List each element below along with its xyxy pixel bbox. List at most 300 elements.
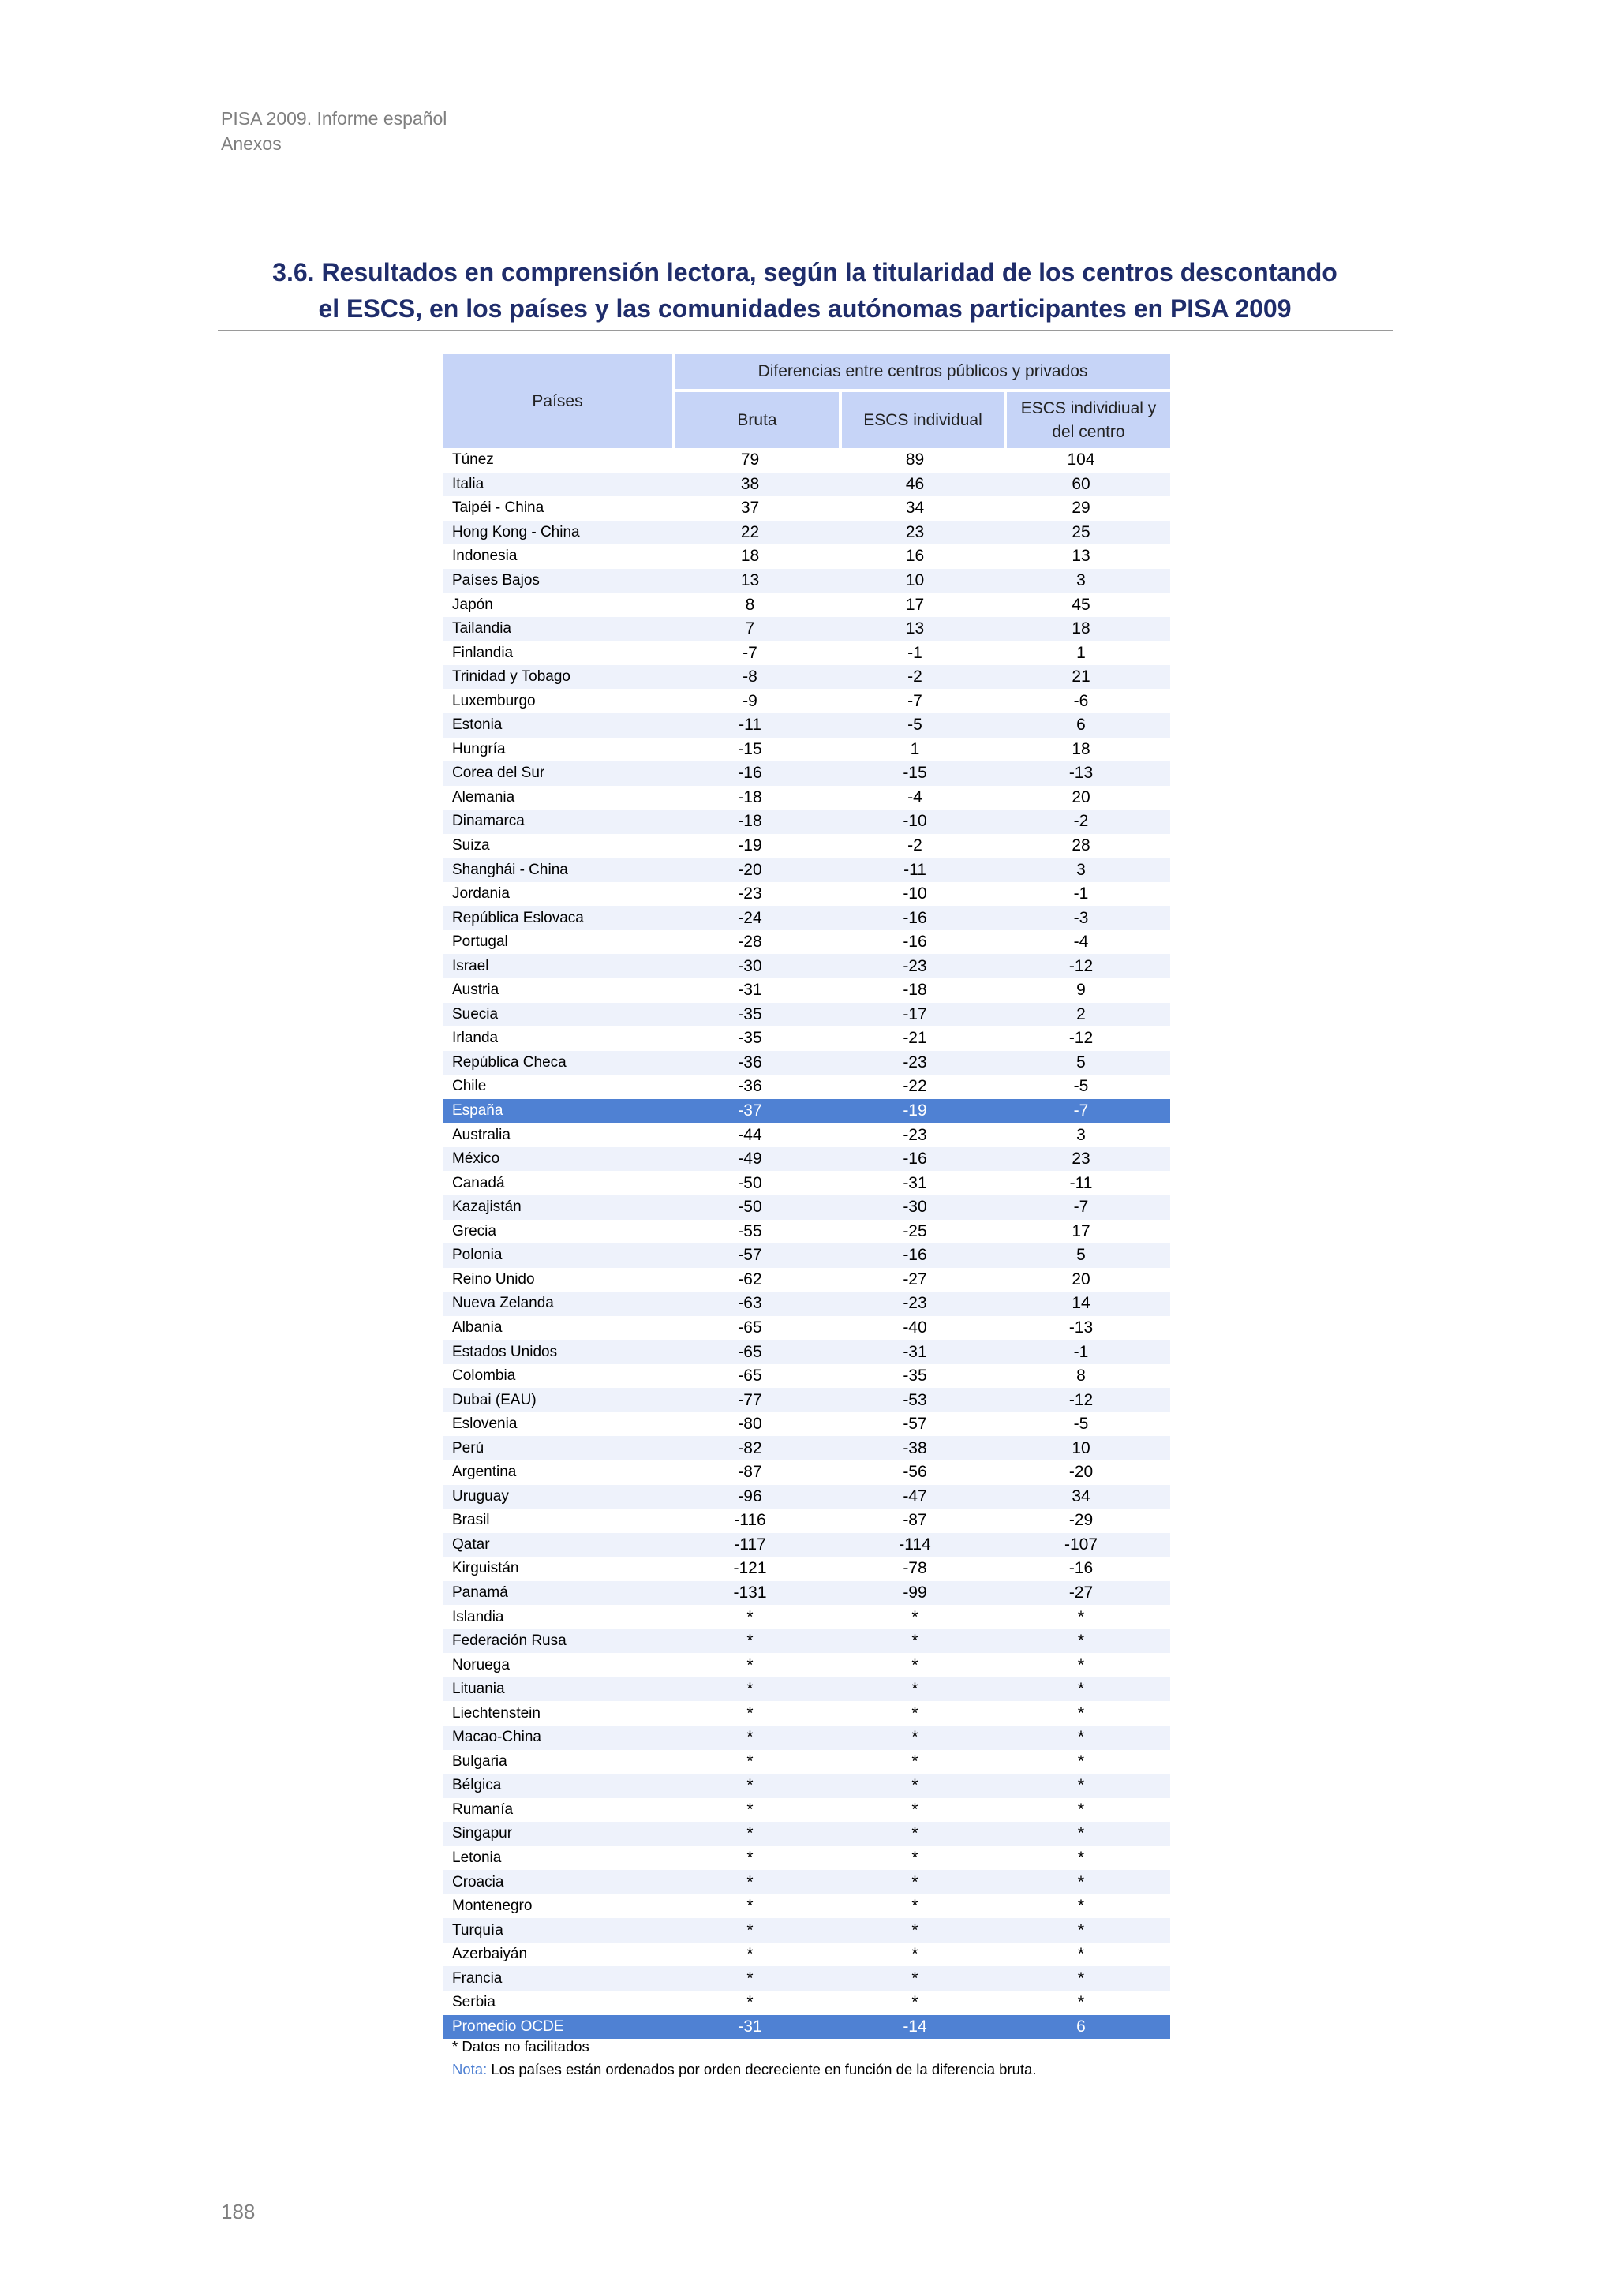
- country-cell: Singapur: [452, 1825, 513, 1842]
- country-cell: Estonia: [452, 716, 503, 734]
- table-row: [443, 544, 1170, 569]
- escs-individual-cell: *: [911, 1824, 918, 1843]
- bruta-cell: -50: [738, 1198, 762, 1217]
- bruta-cell: -23: [738, 884, 762, 903]
- bruta-cell: -18: [738, 787, 762, 806]
- escs-individual-cell: *: [911, 1632, 918, 1651]
- table-row: [443, 1966, 1170, 1991]
- country-cell: Islandia: [452, 1608, 504, 1625]
- bruta-cell: 13: [740, 571, 760, 589]
- country-cell: Italia: [452, 475, 484, 492]
- escs-centro-cell: 3: [1076, 571, 1086, 589]
- table-row: [443, 834, 1170, 858]
- bruta-cell: -87: [738, 1463, 762, 1482]
- escs-centro-cell: -29: [1068, 1511, 1094, 1530]
- escs-centro-cell: 23: [1072, 1150, 1090, 1169]
- note-label: Nota:: [452, 2061, 488, 2077]
- escs-centro-cell: 9: [1076, 981, 1086, 1000]
- country-cell: Macao-China: [452, 1729, 541, 1746]
- country-cell: Argentina: [452, 1464, 517, 1481]
- escs-centro-cell: -12: [1068, 956, 1094, 975]
- table-row: [443, 1099, 1170, 1124]
- table-row: [443, 1340, 1170, 1364]
- bruta-cell: *: [746, 1848, 754, 1867]
- table-row: [443, 617, 1170, 641]
- escs-centro-cell: 10: [1072, 1438, 1090, 1457]
- escs-individual-cell: *: [911, 1848, 918, 1867]
- bruta-cell: *: [746, 1824, 754, 1843]
- bruta-cell: -7: [743, 643, 758, 662]
- bruta-cell: -116: [734, 1511, 766, 1530]
- bruta-cell: -20: [738, 860, 762, 879]
- table-row: [443, 1436, 1170, 1460]
- escs-centro-cell: -2: [1073, 812, 1089, 831]
- bruta-cell: -31: [738, 981, 762, 1000]
- bruta-cell: -15: [738, 739, 762, 758]
- escs-individual-cell: -31: [903, 1173, 927, 1192]
- table-row: [443, 1774, 1170, 1798]
- header-escs-individual-centro: ESCS individiual y del centro: [1007, 392, 1170, 448]
- bruta-cell: *: [746, 1897, 754, 1916]
- title-line-1: 3.6. Resultados en comprensión lectora, según la titularidad de los centros descontando: [272, 258, 1337, 286]
- title-divider: [218, 330, 1393, 331]
- table-row: [443, 954, 1170, 978]
- escs-centro-cell: 18: [1072, 739, 1090, 758]
- bruta-cell: *: [746, 1800, 754, 1819]
- country-cell: México: [452, 1150, 500, 1168]
- table-row: [443, 761, 1170, 786]
- escs-centro-cell: *: [1077, 1632, 1085, 1651]
- country-cell: Colombia: [452, 1367, 516, 1385]
- header-group-differences: Diferencias entre centros públicos y privados: [675, 354, 1170, 389]
- escs-centro-cell: -13: [1068, 764, 1094, 783]
- escs-centro-cell: 1: [1076, 643, 1086, 662]
- country-cell: Qatar: [452, 1535, 490, 1553]
- escs-individual-cell: -22: [903, 1077, 927, 1096]
- country-cell: Dubai (EAU): [452, 1391, 537, 1408]
- escs-individual-cell: *: [911, 1969, 918, 1987]
- escs-centro-cell: *: [1077, 1776, 1085, 1795]
- country-cell: Uruguay: [452, 1487, 509, 1505]
- escs-centro-cell: -13: [1068, 1318, 1094, 1337]
- escs-individual-cell: 34: [905, 499, 925, 518]
- bruta-cell: -49: [738, 1150, 762, 1169]
- escs-centro-cell: -5: [1073, 1077, 1089, 1096]
- country-cell: Austria: [452, 982, 499, 999]
- escs-centro-cell: 6: [1076, 716, 1086, 735]
- section-title: [218, 254, 1392, 327]
- escs-individual-cell: -18: [903, 981, 927, 1000]
- bruta-cell: *: [746, 1776, 754, 1795]
- escs-centro-cell: *: [1077, 1872, 1085, 1891]
- country-cell: Kirguistán: [452, 1560, 519, 1577]
- table-row: [443, 1533, 1170, 1557]
- table-row: [443, 978, 1170, 1003]
- country-cell: Jordania: [452, 885, 510, 903]
- bruta-cell: -65: [738, 1367, 762, 1385]
- bruta-cell: *: [746, 1703, 754, 1722]
- bruta-cell: *: [746, 1945, 754, 1964]
- country-cell: Dinamarca: [452, 813, 525, 830]
- table-row: [443, 1509, 1170, 1533]
- bruta-cell: 79: [740, 451, 760, 469]
- table-row: [443, 810, 1170, 834]
- country-cell: Hungría: [452, 740, 506, 757]
- escs-individual-cell: *: [911, 1920, 918, 1939]
- escs-centro-cell: 8: [1076, 1367, 1086, 1385]
- bruta-cell: *: [746, 1655, 754, 1674]
- escs-centro-cell: 60: [1072, 474, 1090, 493]
- country-cell: Tailandia: [452, 620, 511, 638]
- bruta-cell: -37: [738, 1101, 762, 1120]
- table-row: [443, 1123, 1170, 1147]
- bruta-cell: -80: [738, 1415, 762, 1434]
- bruta-cell: -65: [738, 1318, 762, 1337]
- escs-individual-cell: -23: [903, 956, 927, 975]
- table-header: [443, 354, 1170, 448]
- escs-centro-cell: -12: [1068, 1029, 1094, 1048]
- escs-centro-cell: *: [1077, 1848, 1085, 1867]
- escs-centro-cell: 28: [1072, 836, 1090, 855]
- bruta-cell: 18: [740, 547, 760, 566]
- escs-individual-cell: -30: [903, 1198, 927, 1217]
- country-cell: Brasil: [452, 1512, 490, 1529]
- table-row: [443, 1460, 1170, 1485]
- table-row: [443, 1557, 1170, 1581]
- country-cell: Trinidad y Tobago: [452, 668, 570, 686]
- bruta-cell: *: [746, 1920, 754, 1939]
- escs-individual-cell: -56: [903, 1463, 927, 1482]
- bruta-cell: -44: [738, 1125, 762, 1144]
- escs-individual-cell: -35: [903, 1367, 927, 1385]
- country-cell: Nueva Zelanda: [452, 1295, 554, 1312]
- bruta-cell: -77: [738, 1390, 762, 1409]
- escs-centro-cell: 25: [1072, 522, 1090, 541]
- escs-centro-cell: 34: [1072, 1486, 1090, 1505]
- table-row: [443, 882, 1170, 907]
- escs-individual-cell: -38: [903, 1438, 927, 1457]
- table-row: [443, 473, 1170, 497]
- escs-individual-cell: *: [911, 1607, 918, 1626]
- bruta-cell: *: [746, 1752, 754, 1771]
- escs-centro-cell: *: [1077, 1728, 1085, 1747]
- country-cell: Panamá: [452, 1584, 508, 1601]
- escs-centro-cell: *: [1077, 1945, 1085, 1964]
- country-cell: Finlandia: [452, 644, 514, 661]
- country-cell: Liechtenstein: [452, 1704, 541, 1722]
- country-cell: Australia: [452, 1126, 511, 1143]
- bruta-cell: -50: [738, 1173, 762, 1192]
- bruta-cell: -96: [738, 1486, 762, 1505]
- country-cell: Alemania: [452, 788, 515, 806]
- escs-individual-cell: -25: [903, 1221, 927, 1240]
- escs-centro-cell: 2: [1076, 1004, 1086, 1023]
- table-row: [443, 1147, 1170, 1172]
- table-row: [443, 1605, 1170, 1629]
- escs-individual-cell: -10: [903, 884, 927, 903]
- escs-individual-cell: *: [911, 1897, 918, 1916]
- table-row: [443, 1750, 1170, 1774]
- country-cell: Luxemburgo: [452, 692, 536, 709]
- country-cell: Países Bajos: [452, 572, 540, 589]
- table-row: [443, 1292, 1170, 1316]
- escs-individual-cell: *: [911, 1800, 918, 1819]
- table-row: [443, 448, 1170, 473]
- table-row: [443, 713, 1170, 738]
- bruta-cell: *: [746, 1872, 754, 1891]
- escs-individual-cell: 13: [905, 619, 925, 638]
- country-cell: Suecia: [452, 1005, 499, 1023]
- country-cell: Montenegro: [452, 1898, 533, 1915]
- escs-individual-cell: *: [911, 1703, 918, 1722]
- table-row: [443, 858, 1170, 882]
- escs-centro-cell: 45: [1072, 595, 1090, 614]
- escs-individual-cell: 17: [905, 595, 925, 614]
- country-cell: Grecia: [452, 1222, 496, 1240]
- country-cell: Promedio OCDE: [452, 2017, 564, 2035]
- bruta-cell: -18: [738, 812, 762, 831]
- bruta-cell: *: [746, 1632, 754, 1651]
- table-row: [443, 1653, 1170, 1677]
- escs-centro-cell: 3: [1076, 1125, 1086, 1144]
- escs-individual-cell: -7: [907, 691, 922, 710]
- bruta-cell: -82: [738, 1438, 762, 1457]
- escs-individual-cell: *: [911, 1655, 918, 1674]
- escs-individual-cell: -4: [907, 787, 922, 806]
- bruta-cell: *: [746, 1728, 754, 1747]
- escs-individual-cell: *: [911, 1993, 918, 2012]
- title-line-2: el ESCS, en los países y las comunidades autónomas participantes en PISA 2009: [318, 294, 1292, 323]
- escs-individual-cell: -15: [903, 764, 927, 783]
- country-cell: Taipéi - China: [452, 499, 544, 517]
- escs-centro-cell: *: [1077, 1824, 1085, 1843]
- escs-individual-cell: -23: [903, 1053, 927, 1071]
- country-cell: España: [452, 1102, 503, 1120]
- escs-centro-cell: *: [1077, 1680, 1085, 1699]
- escs-individual-cell: -40: [903, 1318, 927, 1337]
- escs-individual-cell: *: [911, 1752, 918, 1771]
- bruta-cell: 7: [745, 619, 755, 638]
- table-row: [443, 521, 1170, 545]
- escs-individual-cell: -27: [903, 1270, 927, 1288]
- header-bruta: Bruta: [675, 392, 839, 448]
- table-row: [443, 1485, 1170, 1509]
- table-row: [443, 641, 1170, 665]
- bruta-cell: -35: [738, 1004, 762, 1023]
- country-cell: Bélgica: [452, 1777, 502, 1794]
- bruta-cell: -65: [738, 1342, 762, 1361]
- table-row: [443, 1726, 1170, 1750]
- bruta-cell: 22: [740, 522, 760, 541]
- escs-individual-cell: 1: [910, 739, 920, 758]
- escs-individual-cell: 23: [905, 522, 925, 541]
- escs-individual-cell: -1: [907, 643, 922, 662]
- table-row: [443, 1026, 1170, 1051]
- country-cell: Letonia: [452, 1849, 502, 1866]
- country-cell: Japón: [452, 596, 493, 613]
- escs-centro-cell: *: [1077, 1607, 1085, 1626]
- bruta-cell: -19: [738, 836, 762, 855]
- escs-individual-cell: 46: [905, 474, 925, 493]
- page-number: 188: [221, 2200, 256, 2223]
- country-cell: República Checa: [452, 1053, 567, 1071]
- bruta-cell: -8: [743, 667, 758, 686]
- country-cell: Suiza: [452, 837, 490, 854]
- escs-individual-cell: 16: [905, 547, 925, 566]
- table-row: [443, 1268, 1170, 1292]
- table-row: [443, 1388, 1170, 1412]
- header-escs-individual: ESCS individual: [842, 392, 1004, 448]
- escs-centro-cell: -12: [1068, 1390, 1094, 1409]
- table-row: [443, 738, 1170, 762]
- table-row: [443, 1870, 1170, 1894]
- table-row: [443, 1894, 1170, 1919]
- escs-centro-cell: *: [1077, 1920, 1085, 1939]
- bruta-cell: -16: [738, 764, 762, 783]
- escs-individual-cell: -16: [903, 908, 927, 927]
- bruta-cell: -62: [738, 1270, 762, 1288]
- escs-centro-cell: 17: [1072, 1221, 1090, 1240]
- escs-centro-cell: -7: [1073, 1198, 1089, 1217]
- escs-individual-cell: *: [911, 1872, 918, 1891]
- escs-centro-cell: 13: [1072, 547, 1090, 566]
- country-cell: Hong Kong - China: [452, 523, 580, 540]
- escs-centro-cell: -7: [1073, 1101, 1089, 1120]
- table-row: [443, 593, 1170, 617]
- table-row: [443, 1846, 1170, 1871]
- escs-centro-cell: *: [1077, 1993, 1085, 2012]
- table-body: [443, 448, 1170, 2039]
- table-row: [443, 1991, 1170, 2015]
- escs-centro-cell: *: [1077, 1969, 1085, 1987]
- country-cell: Azerbaiyán: [452, 1946, 528, 1963]
- table-row: [443, 1364, 1170, 1389]
- table-row: [443, 1918, 1170, 1943]
- country-cell: Francia: [452, 1969, 503, 1987]
- country-cell: Chile: [452, 1078, 487, 1095]
- country-cell: Croacia: [452, 1873, 504, 1890]
- country-cell: Turquía: [452, 1921, 503, 1939]
- escs-centro-cell: 104: [1067, 451, 1095, 469]
- table-row: [443, 1677, 1170, 1702]
- bruta-cell: -35: [738, 1029, 762, 1048]
- table-row: [443, 1075, 1170, 1099]
- country-cell: Estados Unidos: [452, 1343, 558, 1360]
- results-table: [443, 354, 1170, 2036]
- note-text: Los países están ordenados por orden decreciente en función de la diferencia bruta.: [487, 2061, 1037, 2077]
- escs-centro-cell: 5: [1076, 1246, 1086, 1265]
- table-row: [443, 1171, 1170, 1195]
- bruta-cell: 38: [740, 474, 760, 493]
- country-cell: Irlanda: [452, 1030, 499, 1047]
- escs-individual-cell: -2: [907, 836, 922, 855]
- escs-centro-cell: -1: [1073, 1342, 1089, 1361]
- table-row: [443, 1220, 1170, 1244]
- bruta-cell: *: [746, 1993, 754, 2012]
- table-row: [443, 1316, 1170, 1341]
- table-row: [443, 1051, 1170, 1075]
- bruta-cell: -30: [738, 956, 762, 975]
- escs-centro-cell: 3: [1076, 860, 1086, 879]
- escs-individual-cell: 89: [905, 451, 925, 469]
- escs-centro-cell: -5: [1073, 1415, 1089, 1434]
- bruta-cell: -121: [733, 1559, 767, 1578]
- bruta-cell: 8: [745, 595, 755, 614]
- escs-individual-cell: -99: [903, 1583, 927, 1602]
- header-countries: Países: [443, 354, 672, 448]
- country-cell: Corea del Sur: [452, 765, 545, 782]
- country-cell: Lituania: [452, 1681, 505, 1698]
- table-row: [443, 1581, 1170, 1606]
- country-cell: Kazajistán: [452, 1198, 522, 1216]
- escs-individual-cell: -23: [903, 1294, 927, 1313]
- bruta-cell: *: [746, 1607, 754, 1626]
- escs-centro-cell: -20: [1068, 1463, 1094, 1482]
- country-cell: Indonesia: [452, 548, 518, 565]
- escs-centro-cell: 14: [1072, 1294, 1090, 1313]
- escs-centro-cell: *: [1077, 1897, 1085, 1916]
- bruta-cell: -57: [738, 1246, 762, 1265]
- escs-centro-cell: 18: [1072, 619, 1090, 638]
- country-cell: Noruega: [452, 1656, 510, 1673]
- table-row: [443, 496, 1170, 521]
- table-row: [443, 569, 1170, 593]
- country-cell: Portugal: [452, 933, 508, 951]
- country-cell: Shanghái - China: [452, 861, 568, 878]
- bruta-cell: -55: [738, 1221, 762, 1240]
- escs-individual-cell: -14: [903, 2017, 927, 2036]
- escs-individual-cell: -17: [903, 1004, 927, 1023]
- table-row: [443, 1412, 1170, 1437]
- country-cell: Israel: [452, 957, 489, 974]
- footnote-note: [452, 2059, 1037, 2081]
- bruta-cell: -36: [738, 1053, 762, 1071]
- country-cell: Albania: [452, 1318, 503, 1336]
- country-cell: Perú: [452, 1439, 484, 1457]
- escs-individual-cell: *: [911, 1680, 918, 1699]
- escs-individual-cell: -53: [903, 1390, 927, 1409]
- escs-centro-cell: -16: [1068, 1559, 1094, 1578]
- escs-centro-cell: 21: [1072, 667, 1090, 686]
- country-cell: Túnez: [452, 451, 494, 469]
- escs-centro-cell: -11: [1069, 1173, 1093, 1192]
- escs-individual-cell: -87: [903, 1511, 927, 1530]
- escs-individual-cell: -78: [903, 1559, 927, 1578]
- header-line-1: PISA 2009. Informe español: [221, 108, 447, 129]
- escs-individual-cell: *: [911, 1776, 918, 1795]
- bruta-cell: -63: [738, 1294, 762, 1313]
- escs-centro-cell: 29: [1072, 499, 1090, 518]
- table-row: [443, 1822, 1170, 1846]
- escs-centro-cell: -27: [1068, 1583, 1094, 1602]
- escs-centro-cell: *: [1077, 1655, 1085, 1674]
- table-row: [443, 1798, 1170, 1823]
- escs-individual-cell: -114: [899, 1535, 931, 1554]
- page-header: [221, 106, 447, 156]
- escs-individual-cell: -31: [903, 1342, 927, 1361]
- escs-individual-cell: -2: [907, 667, 922, 686]
- bruta-cell: -9: [743, 691, 758, 710]
- table-row: [443, 1243, 1170, 1268]
- bruta-cell: *: [746, 1680, 754, 1699]
- table-row: [443, 1629, 1170, 1654]
- escs-centro-cell: *: [1077, 1752, 1085, 1771]
- country-cell: Rumanía: [452, 1801, 514, 1818]
- bruta-cell: -28: [738, 933, 762, 952]
- table-row: [443, 665, 1170, 690]
- escs-individual-cell: -16: [903, 1246, 927, 1265]
- country-cell: Reino Unido: [452, 1270, 535, 1288]
